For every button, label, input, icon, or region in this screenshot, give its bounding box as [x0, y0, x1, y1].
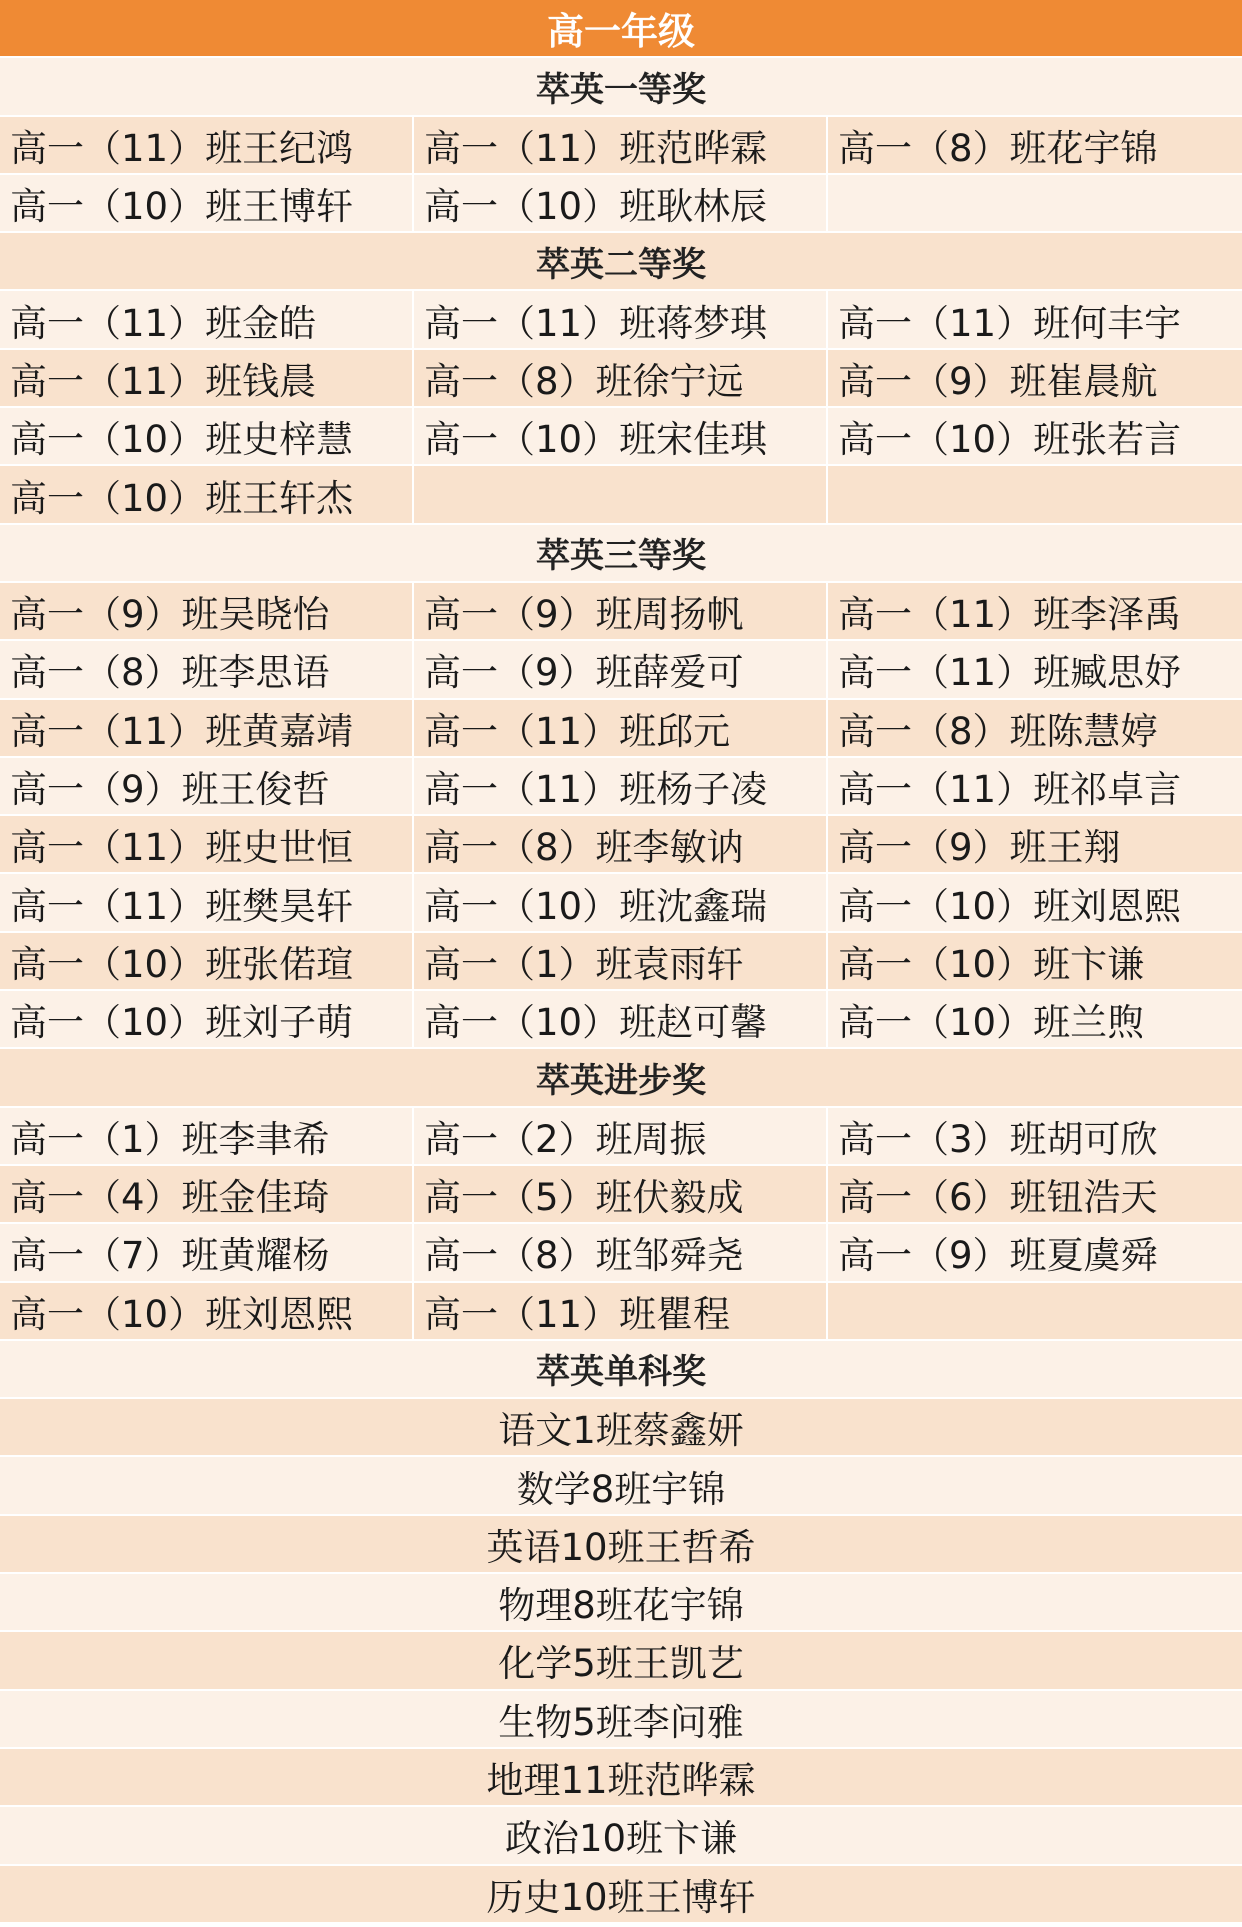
- award-cell: 高一（1）班袁雨轩: [414, 933, 828, 989]
- single-subject-award: 英语10班王哲希: [486, 1525, 756, 1569]
- award-cell: 高一（11）班王纪鸿: [0, 117, 414, 173]
- section-heading: 萃英三等奖: [536, 536, 706, 577]
- section-heading: 萃英一等奖: [536, 69, 706, 110]
- table-row: [0, 583, 1242, 641]
- award-cell: 高一（2）班周振: [414, 1108, 828, 1164]
- award-cell: 高一（10）班张若言: [838, 418, 1182, 462]
- table-row: [0, 1108, 1242, 1166]
- single-subject-award: 生物5班李问雅: [498, 1700, 744, 1744]
- award-cell: 高一（10）班刘恩熙: [838, 884, 1182, 928]
- table-row: [0, 1516, 1242, 1574]
- award-cell: 高一（11）班范晔霖: [414, 117, 828, 173]
- table-row: [0, 1399, 1242, 1457]
- single-subject-award: 地理11班范晔霖: [486, 1759, 756, 1803]
- award-cell: 高一（10）班刘恩熙: [0, 1283, 414, 1339]
- single-subject-award: 语文1班蔡鑫妍: [498, 1409, 744, 1453]
- award-cell: 高一（9）班崔晨航: [838, 359, 1158, 403]
- table-row: [0, 117, 1242, 175]
- table-row: [0, 175, 1242, 233]
- award-cell: 高一（11）班祁卓言: [838, 768, 1182, 811]
- award-cell: 高一（11）班黄嘉靖: [0, 700, 414, 756]
- award-cell: 高一（10）班沈鑫瑞: [414, 874, 828, 930]
- award-cell: 高一（9）班吴晓怡: [0, 583, 414, 639]
- award-cell: 高一（9）班夏虞舜: [838, 1234, 1158, 1278]
- table-row: [0, 1457, 1242, 1515]
- table-row: [0, 466, 1242, 524]
- award-cell: 高一（11）班蒋梦琪: [414, 291, 828, 347]
- award-cell: 高一（11）班何丰宇: [838, 301, 1182, 345]
- award-cell: 高一（10）班史梓慧: [0, 408, 414, 464]
- award-cell: [828, 175, 1242, 231]
- award-cell: [828, 1283, 1242, 1339]
- table-row: [0, 291, 1242, 349]
- single-subject-award: 物理8班花宇锦: [498, 1584, 744, 1628]
- award-cell: 高一（6）班钮浩天: [838, 1176, 1158, 1220]
- award-cell: 高一（11）班金皓: [0, 291, 414, 347]
- table-row: [0, 1866, 1242, 1924]
- table-row: [0, 1632, 1242, 1690]
- award-cell: 高一（7）班黄耀杨: [0, 1224, 414, 1280]
- table-row: [0, 991, 1242, 1049]
- award-cell: 高一（10）班王轩杰: [0, 466, 414, 522]
- award-cell: 高一（11）班瞿程: [414, 1283, 828, 1339]
- table-row: [0, 1224, 1242, 1282]
- award-cell: 高一（10）班卞谦: [838, 942, 1145, 986]
- table-title-text: 高一年级: [547, 10, 695, 54]
- award-cell: 高一（11）班钱晨: [0, 350, 414, 406]
- award-cell: 高一（10）班宋佳琪: [414, 408, 828, 464]
- award-cell: 高一（4）班金佳琦: [0, 1166, 414, 1222]
- section-heading-row: [0, 525, 1242, 583]
- award-cell: 高一（5）班伏毅成: [414, 1166, 828, 1222]
- award-cell: 高一（8）班邹舜尧: [414, 1224, 828, 1280]
- award-cell: 高一（10）班兰煦: [838, 1001, 1145, 1045]
- single-subject-award: 政治10班卞谦: [504, 1817, 738, 1861]
- table-row: [0, 641, 1242, 699]
- award-cell: [414, 466, 828, 522]
- award-cell: 高一（11）班史世恒: [0, 816, 414, 872]
- award-cell: 高一（8）班李思语: [0, 641, 414, 697]
- section-heading-row: [0, 233, 1242, 291]
- award-cell: 高一（11）班杨子凌: [414, 758, 828, 814]
- award-cell: 高一（10）班耿林辰: [414, 175, 828, 231]
- section-heading: 萃英二等奖: [536, 244, 706, 285]
- award-cell: 高一（8）班花宇锦: [838, 126, 1158, 170]
- section-heading: 萃英单科奖: [536, 1352, 706, 1393]
- award-cell: 高一（10）班王博轩: [0, 175, 414, 231]
- section-heading-row: [0, 58, 1242, 116]
- single-subject-award: 化学5班王凯艺: [498, 1642, 744, 1686]
- award-cell: 高一（10）班刘子萌: [0, 991, 414, 1047]
- section-heading: 萃英进步奖: [536, 1060, 706, 1101]
- table-title: [0, 0, 1242, 58]
- award-cell: 高一（10）班赵可馨: [414, 991, 828, 1047]
- table-row: [0, 758, 1242, 816]
- single-subject-award: 历史10班王博轩: [486, 1875, 756, 1919]
- award-cell: 高一（11）班樊昊轩: [0, 874, 414, 930]
- table-row: [0, 1166, 1242, 1224]
- award-cell: 高一（9）班周扬帆: [414, 583, 828, 639]
- award-cell: 高一（1）班李聿希: [0, 1108, 414, 1164]
- award-cell: 高一（10）班张偌瑄: [0, 933, 414, 989]
- award-cell: 高一（8）班陈慧婷: [838, 709, 1158, 753]
- award-cell: [828, 466, 1242, 522]
- award-cell: 高一（8）班李敏讷: [414, 816, 828, 872]
- table-row: [0, 933, 1242, 991]
- section-heading-row: [0, 1049, 1242, 1107]
- award-cell: 高一（11）班李泽禹: [838, 593, 1182, 637]
- table-row: [0, 408, 1242, 466]
- award-cell: 高一（3）班胡可欣: [838, 1117, 1158, 1161]
- award-cell: 高一（9）班王俊哲: [0, 758, 414, 814]
- award-cell: 高一（9）班王翔: [838, 826, 1121, 870]
- award-cell: 高一（11）班臧思妤: [838, 651, 1182, 695]
- table-row: [0, 1691, 1242, 1749]
- section-heading-row: [0, 1341, 1242, 1399]
- table-row: [0, 350, 1242, 408]
- award-cell: 高一（9）班薛爱可: [414, 641, 828, 697]
- award-cell: 高一（11）班邱元: [414, 700, 828, 756]
- table-row: [0, 874, 1242, 932]
- table-row: [0, 700, 1242, 758]
- table-row: [0, 1574, 1242, 1632]
- table-row: [0, 816, 1242, 874]
- table-row: [0, 1749, 1242, 1807]
- table-row: [0, 1807, 1242, 1865]
- award-cell: 高一（8）班徐宁远: [414, 350, 828, 406]
- single-subject-award: 数学8班宇锦: [516, 1467, 726, 1511]
- table-row: [0, 1283, 1242, 1341]
